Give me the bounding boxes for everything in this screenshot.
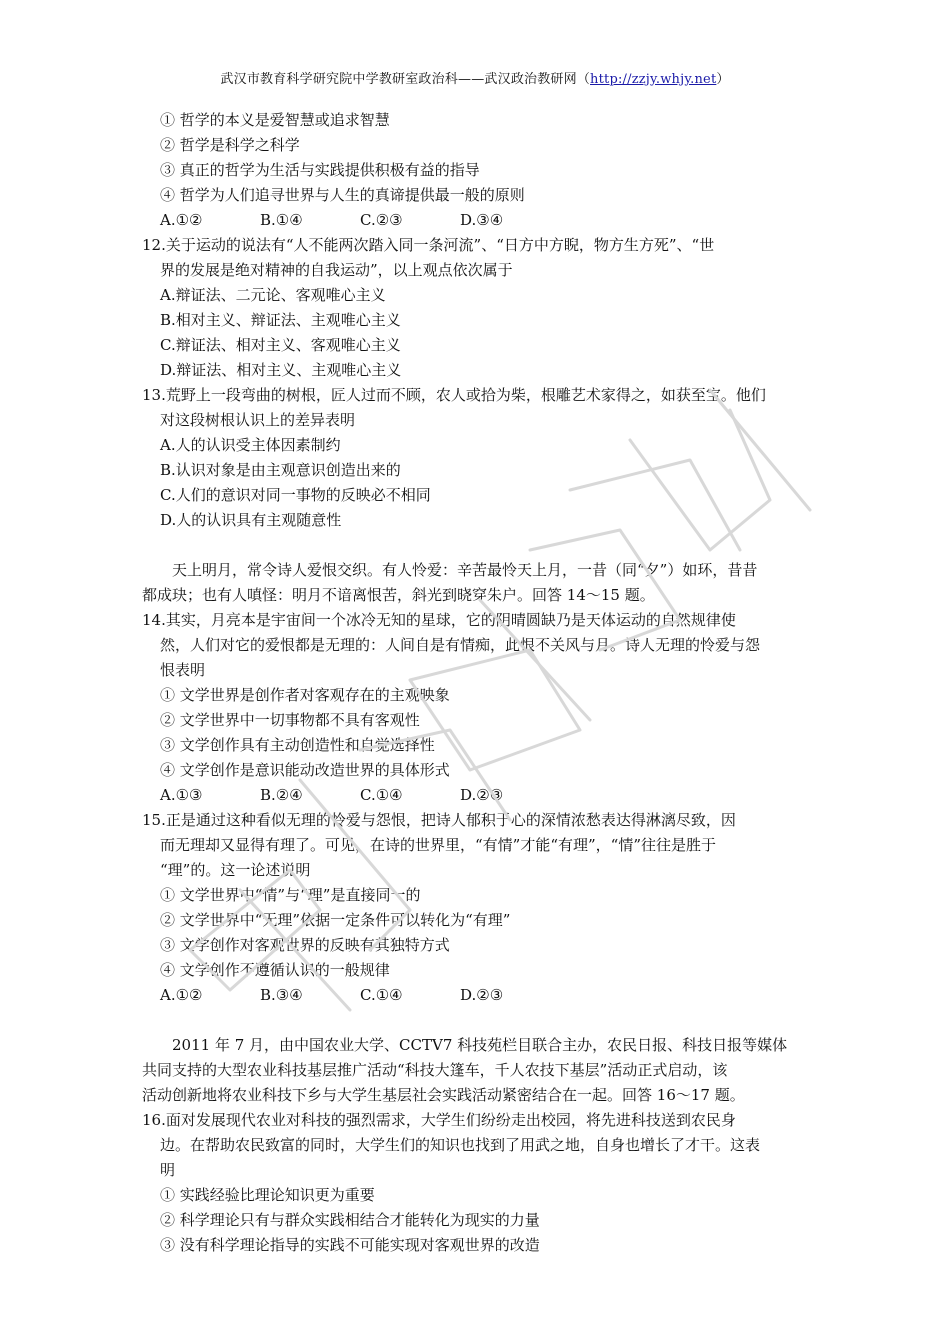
q14-stem-1: 14.其实，月亮本是宇宙间一个冰冷无知的星球，它的阴晴圆缺乃是天体运动的自然规律使 xyxy=(142,611,736,629)
q15-stem-1: 15.正是通过这种看似无理的怜爱与怨恨，把诗人郁积于心的深情浓愁表达得淋漓尽致，因 xyxy=(142,811,736,829)
q11-options xyxy=(142,208,814,233)
q13-option-a: A.人的认识受主体因素制约 xyxy=(160,436,341,454)
passage2-line-2: 共同支持的大型农业科技基层推广活动“科技大篷车，千人农技下基层”活动正式启动，该 xyxy=(142,1061,728,1079)
q14-stem-2: 然，人们对它的爱恨都是无理的：人间自是有情痴，此恨不关风与月。诗人无理的怜爱与怨 xyxy=(160,636,761,654)
q15-option-a: A.①② xyxy=(160,986,203,1004)
q15-statement-4: ④ 文学创作不遵循认识的一般规律 xyxy=(160,961,390,979)
passage1-line-2: 都成玦；也有人嗔怪：明月不谙离恨苦，斜光到晓穿朱户。回答 14～15 题。 xyxy=(142,586,655,604)
q16-stem-1: 16.面对发展现代农业对科技的强烈需求，大学生们纷纷走出校园，将先进科技送到农民身 xyxy=(142,1111,736,1129)
q14-options xyxy=(142,783,814,808)
q14-option-a: A.①③ xyxy=(160,786,203,804)
q11-option-b: B.①④ xyxy=(260,211,303,229)
q15-option-c: C.①④ xyxy=(360,986,403,1004)
passage2-line-3: 活动创新地将农业科技下乡与大学生基层社会实践活动紧密结合在一起。回答 16～17 题。 xyxy=(142,1086,745,1104)
header-link[interactable]: http://zzjy.whjy.net xyxy=(590,72,717,87)
q14-statement-3: ③ 文学创作具有主动创造性和自觉选择性 xyxy=(160,736,435,754)
q14-statement-4: ④ 文学创作是意识能动改造世界的具体形式 xyxy=(160,761,450,779)
q16-stem-3: 明 xyxy=(160,1161,176,1179)
q11-option-a: A.①② xyxy=(160,211,203,229)
q15-statement-1: ① 文学世界中“情”与“理”是直接同一的 xyxy=(160,886,421,904)
q15-statement-3: ③ 文学创作对客观世界的反映有其独特方式 xyxy=(160,936,450,954)
q11-option-c: C.②③ xyxy=(360,211,403,229)
q14-option-b: B.②④ xyxy=(260,786,303,804)
spacer xyxy=(142,533,814,558)
passage1-line-1: 天上明月，常令诗人爱恨交织。有人怜爱：辛苦最怜天上月，一昔（同“夕”）如环，昔昔 xyxy=(172,561,758,579)
header-text: 武汉市教育科学研究院中学教研室政治科——武汉政治教研网（ xyxy=(220,72,591,87)
q13-option-d: D.人的认识具有主观随意性 xyxy=(160,511,342,529)
q12-option-a: A.辩证法、二元论、客观唯心主义 xyxy=(160,286,386,304)
q15-statement-2: ② 文学世界中“无理”依据一定条件可以转化为“有理” xyxy=(160,911,511,929)
header-close: ） xyxy=(716,72,730,87)
q13-stem-2: 对这段树根认识上的差异表明 xyxy=(160,411,356,429)
q15-stem-3: “理”的。这一论述说明 xyxy=(160,861,311,879)
q12-option-c: C.辩证法、相对主义、客观唯心主义 xyxy=(160,336,401,354)
q12-option-b: B.相对主义、辩证法、主观唯心主义 xyxy=(160,311,401,329)
spacer xyxy=(142,1008,814,1033)
q15-option-d: D.②③ xyxy=(460,986,504,1004)
q12-stem-2: 界的发展是绝对精神的自我运动”，以上观点依次属于 xyxy=(160,261,513,279)
q14-statement-2: ② 文学世界中一切事物都不具有客观性 xyxy=(160,711,420,729)
q11-option-d: D.③④ xyxy=(460,211,504,229)
q11-statement-1: ① 哲学的本义是爱智慧或追求智慧 xyxy=(160,111,390,129)
q16-statement-2: ② 科学理论只有与群众实践相结合才能转化为现实的力量 xyxy=(160,1211,540,1229)
q16-statement-1: ① 实践经验比理论知识更为重要 xyxy=(160,1186,375,1204)
q15-stem-2: 而无理却又显得有理了。可见，在诗的世界里，“有情”才能“有理”，“情”往往是胜于 xyxy=(160,836,717,854)
q16-stem-2: 边。在帮助农民致富的同时，大学生们的知识也找到了用武之地，自身也增长了才干。这表 xyxy=(160,1136,761,1154)
q11-statement-4: ④ 哲学为人们追寻世界与人生的真谛提供最一般的原则 xyxy=(160,186,525,204)
q14-option-d: D.②③ xyxy=(460,786,504,804)
document-body xyxy=(142,108,814,1258)
q13-option-c: C.人们的意识对同一事物的反映必不相同 xyxy=(160,486,431,504)
q11-statement-3: ③ 真正的哲学为生活与实践提供积极有益的指导 xyxy=(160,161,480,179)
passage2-line-1: 2011 年 7 月，由中国农业大学、CCTV7 科技苑栏目联合主办，农民日报、科技日报等媒体 xyxy=(172,1036,788,1054)
q15-option-b: B.③④ xyxy=(260,986,303,1004)
q12-option-d: D.辩证法、相对主义、主观唯心主义 xyxy=(160,361,402,379)
q14-statement-1: ① 文学世界是创作者对客观存在的主观映象 xyxy=(160,686,450,704)
q13-option-b: B.认识对象是由主观意识创造出来的 xyxy=(160,461,401,479)
q16-statement-3: ③ 没有科学理论指导的实践不可能实现对客观世界的改造 xyxy=(160,1236,540,1254)
page-header xyxy=(0,68,950,87)
q15-options xyxy=(142,983,814,1008)
q11-statement-2: ② 哲学是科学之科学 xyxy=(160,136,300,154)
q14-stem-3: 恨表明 xyxy=(160,661,206,679)
q13-stem-1: 13.荒野上一段弯曲的树根，匠人过而不顾，农人或拾为柴，根雕艺术家得之，如获至宝。他们 xyxy=(142,386,766,404)
q14-option-c: C.①④ xyxy=(360,786,403,804)
q12-stem-1: 12.关于运动的说法有“人不能两次踏入同一条河流”、“日方中方睨，物方生方死”、“世 xyxy=(142,236,715,254)
